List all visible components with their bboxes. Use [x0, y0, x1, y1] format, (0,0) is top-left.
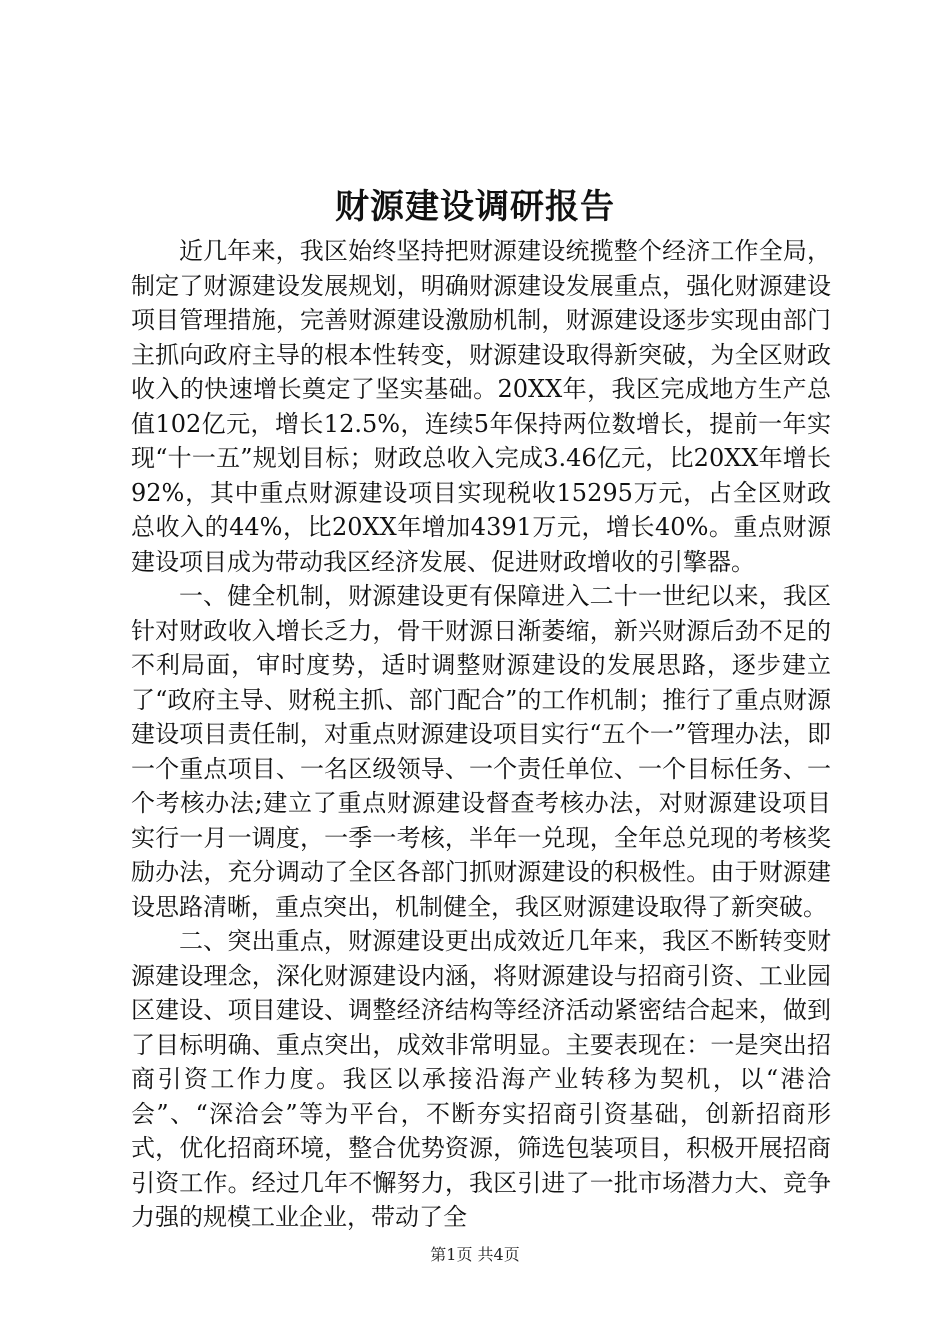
page-footer: 第1页 共4页	[430, 1245, 520, 1264]
paragraph-section-2: 二、突出重点，财源建设更出成效近几年来，我区不断转变财源建设理念，深化财源建设内涵，将财源建设与招商引资、工业园区建设、项目建设、调整经济结构等经济活动紧密结合起来，做到了目标明确、重点突出，成效非常明显。主要表现在：一是突出招商引资工作力度。我区以承接沿海产业转移为契机，以“港洽会”、“深洽会”等为平台，不断夯实招商引资基础，创新招商形式，优化招商环境，整合优势资源，筛选包装项目，积极开展招商引资工作。经过几年不懈努力，我区引进了一批市场潜力大、竞争力强的规模工业企业，带动了全	[131, 927, 831, 1231]
paragraph-section-1: 一、健全机制，财源建设更有保障进入二十一世纪以来，我区针对财政收入增长乏力，骨干财源日渐萎缩，新兴财源后劲不足的不利局面，审时度势，适时调整财源建设的发展思路，逐步建立了“政府主导、财税主抓、部门配合”的工作机制；推行了重点财源建设项目责任制，对重点财源建设项目实行“五个一”管理办法，即一个重点项目、一名区级领导、一个责任单位、一个目标任务、一个考核办法;建立了重点财源建设督查考核办法，对财源建设项目实行一月一调度，一季一考核，半年一兑现，全年总兑现的考核奖励办法，充分调动了全区各部门抓财源建设的积极性。由于财源建设思路清晰，重点突出，机制健全，我区财源建设取得了新突破。	[131, 582, 831, 921]
document-body	[131, 234, 831, 1235]
document-title: 财源建设调研报告	[335, 187, 615, 227]
paragraph-intro: 近几年来，我区始终坚持把财源建设统揽整个经济工作全局，制定了财源建设发展规划，明确财源建设发展重点，强化财源建设项目管理措施，完善财源建设激励机制，财源建设逐步实现由部门主抓向政府主导的根本性转变，财源建设取得新突破，为全区财政收入的快速增长奠定了坚实基础。20XX年，我区完成地方生产总值102亿元，增长12.5%，连续5年保持两位数增长，提前一年实现“十一五”规划目标；财政总收入完成3.46亿元，比20XX年增长92%，其中重点财源建设项目实现税收15295万元，占全区财政总收入的44%，比20XX年增加4391万元，增长40%。重点财源建设项目成为带动我区经济发展、促进财政增收的引擎器。	[131, 237, 831, 576]
